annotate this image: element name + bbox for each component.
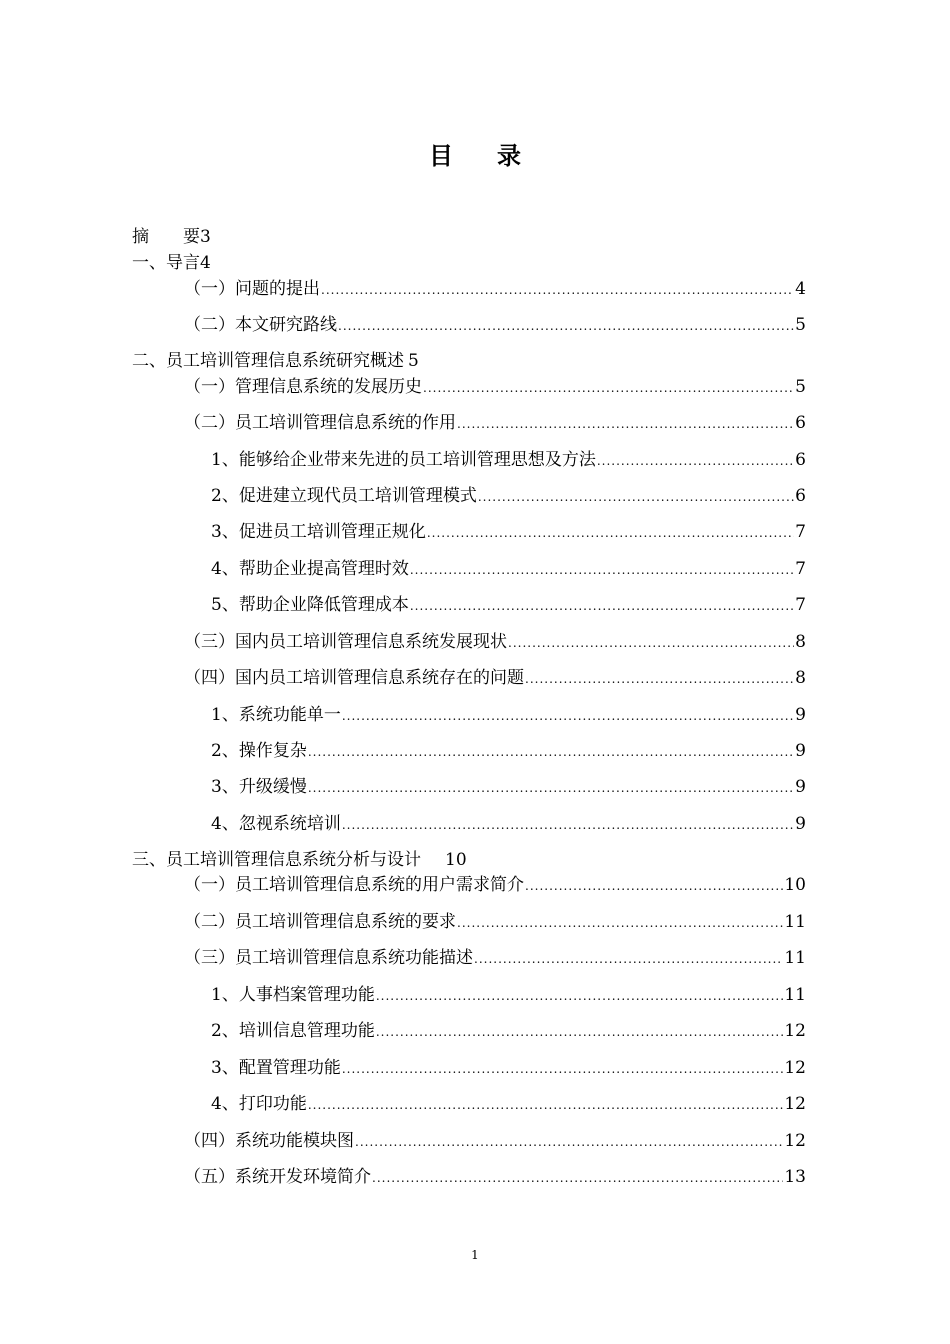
title-right: 录 [497,141,521,170]
toc-entry-label: （四）国内员工培训管理信息系统存在的问题 [184,668,524,688]
toc-entry-page: 11 [784,912,806,932]
toc-entry[interactable] [184,1130,806,1153]
toc-chapter-1-label: 一、导言 [132,253,200,273]
toc-entry-page: 12 [784,1021,806,1041]
toc-entry[interactable] [211,813,806,836]
toc-entry-page: 7 [795,595,806,615]
toc-entry[interactable] [184,314,806,337]
toc-entry[interactable] [184,278,806,301]
toc-entry-label: 2、促进建立现代员工培训管理模式 [211,486,477,506]
toc-entry[interactable] [184,376,806,399]
toc-entry-page: 11 [784,948,806,968]
toc-entry[interactable] [211,704,806,727]
toc-entry-label: （一）员工培训管理信息系统的用户需求简介 [184,875,524,895]
toc-chapter-3-page: 10 [445,850,467,870]
dot-leader [427,522,794,544]
toc-entry-label: 3、配置管理功能 [211,1058,341,1078]
toc-entry-page: 5 [795,315,806,335]
toc-entry-label: 2、操作复杂 [211,741,307,761]
toc-entry-page: 7 [795,559,806,579]
toc-entry[interactable] [211,485,806,508]
toc-entry-label: 1、人事档案管理功能 [211,985,375,1005]
toc-entry[interactable] [184,947,806,970]
toc-entry-page: 6 [795,486,806,506]
toc-entry-label: （一）问题的提出 [184,279,320,299]
toc-entry-label: 5、帮助企业降低管理成本 [211,595,409,615]
toc-chapter-2[interactable] [132,350,419,372]
toc-entry-label: （二）员工培训管理信息系统的作用 [184,413,456,433]
toc-entry-page: 9 [795,705,806,725]
toc-chapter-2-page: 5 [408,351,419,371]
toc-entry-label: 2、培训信息管理功能 [211,1021,375,1041]
toc-entry-page: 8 [795,668,806,688]
toc-entry-label: 3、促进员工培训管理正规化 [211,522,426,542]
toc-entry-label: （二）员工培训管理信息系统的要求 [184,912,456,932]
toc-entry-label: 4、帮助企业提高管理时效 [211,559,409,579]
dot-leader [342,1058,784,1080]
dot-leader [355,1131,783,1153]
toc-entry[interactable] [184,911,806,934]
toc-chapter-3-label: 三、员工培训管理信息系统分析与设计 [132,850,421,870]
toc-entry[interactable] [211,1093,806,1116]
toc-entry-page: 12 [784,1131,806,1151]
toc-entry[interactable] [211,984,806,1007]
toc-entry-label: （四）系统功能模块图 [184,1131,354,1151]
toc-entry-page: 4 [795,279,806,299]
dot-leader [308,741,794,763]
dot-leader [478,486,794,508]
toc-abstract-a: 摘 [132,227,149,247]
toc-entry-label: 1、系统功能单一 [211,705,341,725]
toc-entry[interactable] [211,1057,806,1080]
dot-leader [410,595,794,617]
toc-entry-page: 9 [795,777,806,797]
toc-entry[interactable] [184,631,806,654]
toc-entry[interactable] [184,874,806,897]
toc-chapter-1-page: 4 [200,253,211,273]
toc-entry-page: 6 [795,413,806,433]
toc-entry-page: 8 [795,632,806,652]
toc-entry-label: （三）员工培训管理信息系统功能描述 [184,948,473,968]
toc-entry[interactable] [211,521,806,544]
dot-leader [308,777,794,799]
dot-leader [376,985,784,1007]
toc-entry[interactable] [184,412,806,435]
toc-entry[interactable] [211,594,806,617]
toc-entry[interactable] [184,667,806,690]
toc-chapter-3[interactable] [132,849,467,871]
dot-leader [338,315,794,337]
toc-abstract[interactable] [132,226,211,248]
toc-abstract-page: 3 [200,227,211,247]
toc-entry-page: 13 [784,1167,806,1187]
toc-chapter-1[interactable] [132,252,211,274]
toc-entry-page: 12 [784,1058,806,1078]
dot-leader [342,814,794,836]
toc-entry[interactable] [184,1166,806,1189]
dot-leader [525,668,794,690]
dot-leader [410,559,794,581]
dot-leader [423,377,794,399]
dot-leader [342,705,794,727]
dot-leader [321,279,794,301]
toc-entry[interactable] [211,449,806,472]
dot-leader [525,875,783,897]
toc-entry-label: （三）国内员工培训管理信息系统发展现状 [184,632,507,652]
dot-leader [308,1094,784,1116]
toc-entry-page: 6 [795,450,806,470]
toc-entry-label: （二）本文研究路线 [184,315,337,335]
toc-entry-label: （一）管理信息系统的发展历史 [184,377,422,397]
toc-entry[interactable] [211,1020,806,1043]
toc-abstract-b: 要 [183,227,200,247]
dot-leader [376,1021,784,1043]
dot-leader [457,912,783,934]
toc-entry[interactable] [211,776,806,799]
toc-entry-label: 4、打印功能 [211,1094,307,1114]
toc-chapter-2-label: 二、员工培训管理信息系统研究概述 [132,351,404,371]
dot-leader [474,948,783,970]
toc-entry-page: 7 [795,522,806,542]
toc-entry-page: 10 [784,875,806,895]
toc-entry-page: 9 [795,814,806,834]
toc-entry-label: 3、升级缓慢 [211,777,307,797]
toc-entry[interactable] [211,558,806,581]
title-left: 目 [429,141,453,170]
toc-entry-label: 4、忽视系统培训 [211,814,341,834]
toc-entry[interactable] [211,740,806,763]
toc-entry-page: 9 [795,741,806,761]
toc-entry-label: 1、能够给企业带来先进的员工培训管理思想及方法 [211,450,596,470]
dot-leader [597,450,794,472]
toc-entry-label: （五）系统开发环境简介 [184,1167,371,1187]
toc-entry-page: 12 [784,1094,806,1114]
dot-leader [457,413,794,435]
dot-leader [508,632,794,654]
toc-entry-page: 11 [784,985,806,1005]
dot-leader [372,1167,783,1189]
page-number: 1 [471,1248,479,1262]
toc-entry-page: 5 [795,377,806,397]
